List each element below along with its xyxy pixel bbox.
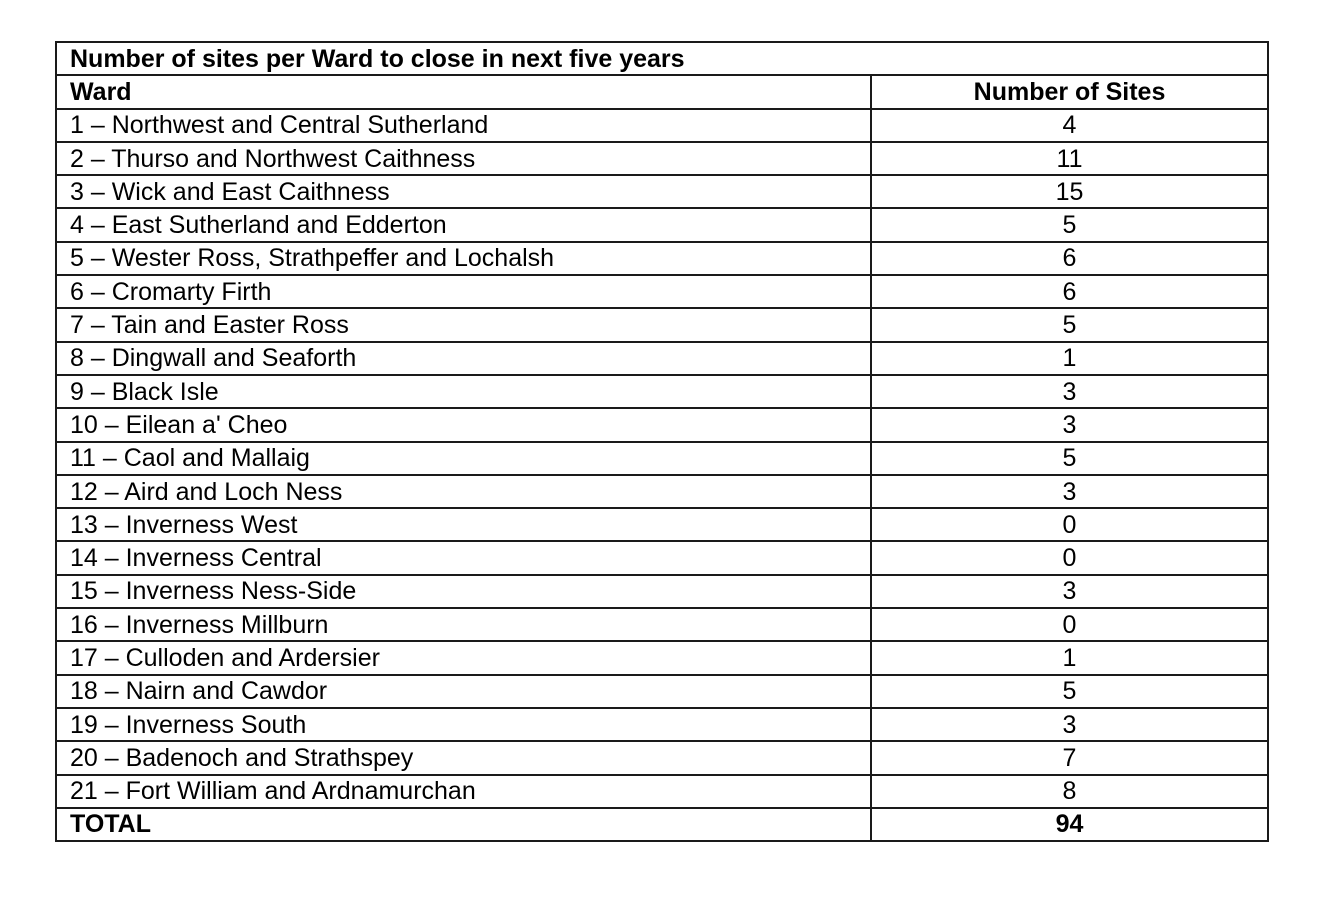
sites-cell: 6 [871,275,1268,308]
sites-cell: 5 [871,675,1268,708]
total-sites: 94 [871,808,1268,841]
ward-cell: 17 – Culloden and Ardersier [56,641,871,674]
table-row [56,508,1268,541]
ward-cell: 7 – Tain and Easter Ross [56,308,871,341]
sites-cell: 5 [871,208,1268,241]
ward-cell: 6 – Cromarty Firth [56,275,871,308]
sites-cell: 15 [871,175,1268,208]
ward-cell: 1 – Northwest and Central Sutherland [56,109,871,142]
table-row [56,608,1268,641]
table-row [56,442,1268,475]
ward-column-header: Ward [56,75,871,108]
ward-cell: 21 – Fort William and Ardnamurchan [56,775,871,808]
table-row [56,109,1268,142]
table-caption-row [56,42,1268,75]
table-row [56,275,1268,308]
table-row [56,641,1268,674]
sites-cell: 1 [871,342,1268,375]
table-row [56,708,1268,741]
sites-cell: 3 [871,708,1268,741]
sites-cell: 3 [871,575,1268,608]
table-row [56,375,1268,408]
table-row [56,475,1268,508]
sites-cell: 11 [871,142,1268,175]
ward-cell: 5 – Wester Ross, Strathpeffer and Lochalsh [56,242,871,275]
sites-cell: 3 [871,375,1268,408]
sites-cell: 7 [871,741,1268,774]
sites-cell: 0 [871,508,1268,541]
table-caption: Number of sites per Ward to close in next five years [56,42,1268,75]
ward-cell: 13 – Inverness West [56,508,871,541]
total-label: TOTAL [56,808,871,841]
ward-cell: 11 – Caol and Mallaig [56,442,871,475]
sites-cell: 0 [871,541,1268,574]
table-header-row [56,75,1268,108]
ward-cell: 20 – Badenoch and Strathspey [56,741,871,774]
table-row [56,142,1268,175]
ward-cell: 2 – Thurso and Northwest Caithness [56,142,871,175]
table-row [56,408,1268,441]
table-row [56,242,1268,275]
sites-cell: 1 [871,641,1268,674]
ward-cell: 9 – Black Isle [56,375,871,408]
table-row [56,741,1268,774]
ward-cell: 4 – East Sutherland and Edderton [56,208,871,241]
ward-cell: 10 – Eilean a' Cheo [56,408,871,441]
ward-cell: 16 – Inverness Millburn [56,608,871,641]
table-row [56,208,1268,241]
sites-cell: 3 [871,475,1268,508]
total-row [56,808,1268,841]
sites-cell: 5 [871,308,1268,341]
table-row [56,541,1268,574]
table-row [56,308,1268,341]
sites-cell: 6 [871,242,1268,275]
ward-cell: 19 – Inverness South [56,708,871,741]
table-row [56,675,1268,708]
sites-per-ward-table [55,41,1269,842]
sites-cell: 0 [871,608,1268,641]
ward-cell: 14 – Inverness Central [56,541,871,574]
ward-cell: 3 – Wick and East Caithness [56,175,871,208]
table-row [56,575,1268,608]
ward-cell: 18 – Nairn and Cawdor [56,675,871,708]
ward-cell: 8 – Dingwall and Seaforth [56,342,871,375]
document-page [55,41,1267,842]
table-row [56,775,1268,808]
table-row [56,175,1268,208]
sites-cell: 5 [871,442,1268,475]
sites-cell: 8 [871,775,1268,808]
sites-cell: 4 [871,109,1268,142]
number-of-sites-column-header: Number of Sites [871,75,1268,108]
ward-cell: 12 – Aird and Loch Ness [56,475,871,508]
table-row [56,342,1268,375]
table-body [56,42,1268,841]
sites-cell: 3 [871,408,1268,441]
ward-cell: 15 – Inverness Ness-Side [56,575,871,608]
